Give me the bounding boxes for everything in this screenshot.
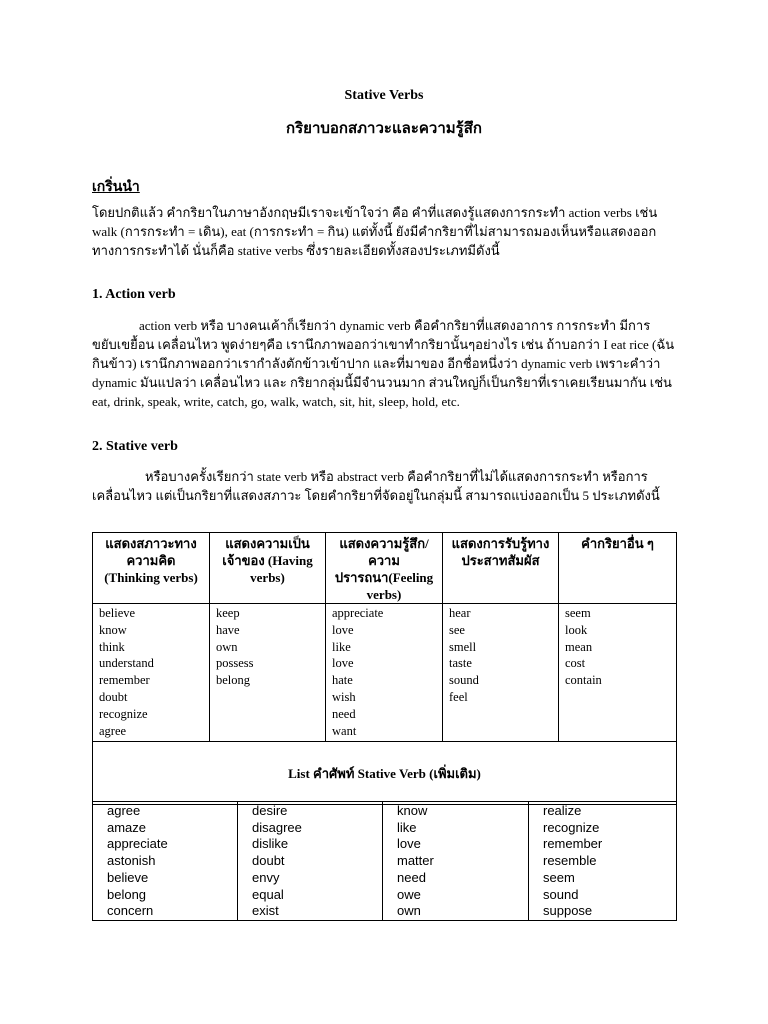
stative-verb-heading: 2. Stative verb xyxy=(92,439,178,454)
verb-word: have xyxy=(216,622,240,637)
verb-word: wish xyxy=(332,689,356,704)
verb-word: remember xyxy=(99,673,150,688)
word-list-column xyxy=(529,802,677,921)
stative-word-list-table xyxy=(92,801,677,921)
verb-word: love xyxy=(332,622,354,637)
category-header-thinking: แสดงสภาวะทางความคิด (Thinking verbs) xyxy=(93,533,210,604)
category-words-cell xyxy=(559,604,677,742)
verb-word: love xyxy=(332,656,354,671)
verb-word: mean xyxy=(565,639,593,654)
category-words-row xyxy=(93,604,677,742)
verb-word: like xyxy=(397,819,417,835)
action-verb-heading: 1. Action verb xyxy=(92,287,176,302)
category-words-cell xyxy=(443,604,559,742)
verb-word: know xyxy=(99,622,127,637)
verb-word: concern xyxy=(107,903,154,919)
word-list-row xyxy=(93,802,677,921)
verb-word: feel xyxy=(449,689,468,704)
verb-word: recognize xyxy=(543,819,600,835)
category-words-cell xyxy=(326,604,443,742)
verb-word: need xyxy=(397,869,426,885)
action-verb-paragraph: action verb หรือ บางคนเค้าก็เรียกว่า dynamic verb คือคำกริยาที่แสดงอาการ การกระทำ มีการขยับเขยื้อน เคลื่อนไหว พูดง่ายๆคือ เรานึกภาพออกว่าเขาทำกริยานั้นๆอย่างไร เช่น ถ้าบอกว่า I eat rice (ฉันกินข้าว) เรานึกภาพออกว่าเรากำลังตักข้าวเข้าปาก และที่มาของ อีกชื่อหนึ่งว่า dynamic verb เพราะคำว่า dynamic มันแปลว่า เคลื่อนไหว และ กริยากลุ่มนี้มีจำนวนมาก ส่วนใหญ่ก็เป็นกริยาที่เราเคยเรียนมากัน เช่น eat, drink, speak, write, catch, go, walk, watch, sit, hit, sleep, hold, etc. xyxy=(92,318,675,409)
verb-word: own xyxy=(216,639,238,654)
word-list-column xyxy=(238,802,383,921)
verb-word: belong xyxy=(216,673,251,688)
verb-word: love xyxy=(397,836,421,852)
verb-word: sound xyxy=(449,673,479,688)
verb-word: seem xyxy=(543,869,575,885)
category-words-cell xyxy=(93,604,210,742)
verb-word: owe xyxy=(397,886,421,902)
verb-word: keep xyxy=(216,606,240,620)
category-header-other: คำกริยาอื่น ๆ xyxy=(559,533,677,604)
verb-word: own xyxy=(397,903,421,919)
verb-word: understand xyxy=(99,656,154,671)
category-header-perception: แสดงการรับรู้ทางประสาทสัมผัส xyxy=(443,533,559,604)
stative-verb-paragraph: หรือบางครั้งเรียกว่า state verb หรือ abstract verb คือคำกริยาที่ไม่ได้แสดงการกระทำ หรือการเคลื่อนไหว แต่เป็นกริยาที่แสดงสภาวะ โดยคำกริยาที่จัดอยู่ในกลุ่มนี้ สามารถแบ่งออกเป็น 5 ประเภทดังนี้ xyxy=(92,469,660,503)
verb-word: amaze xyxy=(107,819,147,835)
verb-word: believe xyxy=(99,606,136,620)
intro-heading: เกริ่นนำ xyxy=(92,180,140,195)
verb-word: disagree xyxy=(252,819,302,835)
verb-word: doubt xyxy=(252,853,285,869)
verb-word: need xyxy=(332,706,356,721)
verb-word: doubt xyxy=(99,689,128,704)
verb-word: like xyxy=(332,639,351,654)
verb-word: cost xyxy=(565,656,586,671)
verb-word: resemble xyxy=(543,853,597,869)
verb-word: think xyxy=(99,639,125,654)
list-title: List คำศัพท์ Stative Verb (เพิ่มเติม) xyxy=(93,742,677,805)
category-header-feeling: แสดงความรู้สึก/ความปรารถนา(Feeling verbs) xyxy=(326,533,443,604)
verb-word: appreciate xyxy=(332,606,384,620)
verb-word: desire xyxy=(252,803,288,818)
verb-word: possess xyxy=(216,656,254,671)
verb-word: recognize xyxy=(99,706,148,721)
list-title-row xyxy=(93,742,677,805)
document-subtitle: กริยาบอกสภาวะและความรู้สึก xyxy=(286,121,482,137)
stative-categories-table xyxy=(92,532,677,805)
verb-word: dislike xyxy=(252,836,289,852)
verb-word: look xyxy=(565,622,588,637)
verb-word: agree xyxy=(107,803,141,818)
verb-word: belong xyxy=(107,886,147,902)
verb-word: want xyxy=(332,723,357,738)
verb-word: suppose xyxy=(543,903,593,919)
category-header-having: แสดงความเป็นเจ้าของ (Having verbs) xyxy=(210,533,326,604)
verb-word: equal xyxy=(252,886,284,902)
category-words-cell xyxy=(210,604,326,742)
category-header-row xyxy=(93,533,677,604)
verb-word: hear xyxy=(449,606,471,620)
verb-word: taste xyxy=(449,656,472,671)
verb-word: smell xyxy=(449,639,477,654)
verb-word: realize xyxy=(543,803,582,818)
word-list-column xyxy=(383,802,529,921)
verb-word: agree xyxy=(99,723,127,738)
verb-word: exist xyxy=(252,903,279,919)
verb-word: envy xyxy=(252,869,280,885)
verb-word: sound xyxy=(543,886,579,902)
verb-word: see xyxy=(449,622,465,637)
intro-paragraph: โดยปกติแล้ว คำกริยาในภาษาอังกฤษมีเราจะเข้าใจว่า คือ คำที่แสดงรู้แสดงการกระทำ action verbs เช่น walk (การกระทำ = เดิน), eat (การกระทำ = กิน) แต่ทั้งนี้ ยังมีคำกริยาที่ไม่สามารถมองเห็นหรือแสดงออกทางการกระทำได้ นั่นก็คือ stative verbs ซึ่งรายละเอียดทั้งสองประเภทมีดังนี้ xyxy=(92,205,658,258)
verb-word: remember xyxy=(543,836,603,852)
verb-word: appreciate xyxy=(107,836,168,852)
verb-word: matter xyxy=(397,853,434,869)
verb-word: contain xyxy=(565,673,602,688)
verb-word: seem xyxy=(565,606,591,620)
verb-word: know xyxy=(397,803,428,818)
verb-word: believe xyxy=(107,869,149,885)
verb-word: hate xyxy=(332,673,353,688)
document-title: Stative Verbs xyxy=(344,88,424,103)
word-list-column xyxy=(93,802,238,921)
verb-word: astonish xyxy=(107,853,156,869)
